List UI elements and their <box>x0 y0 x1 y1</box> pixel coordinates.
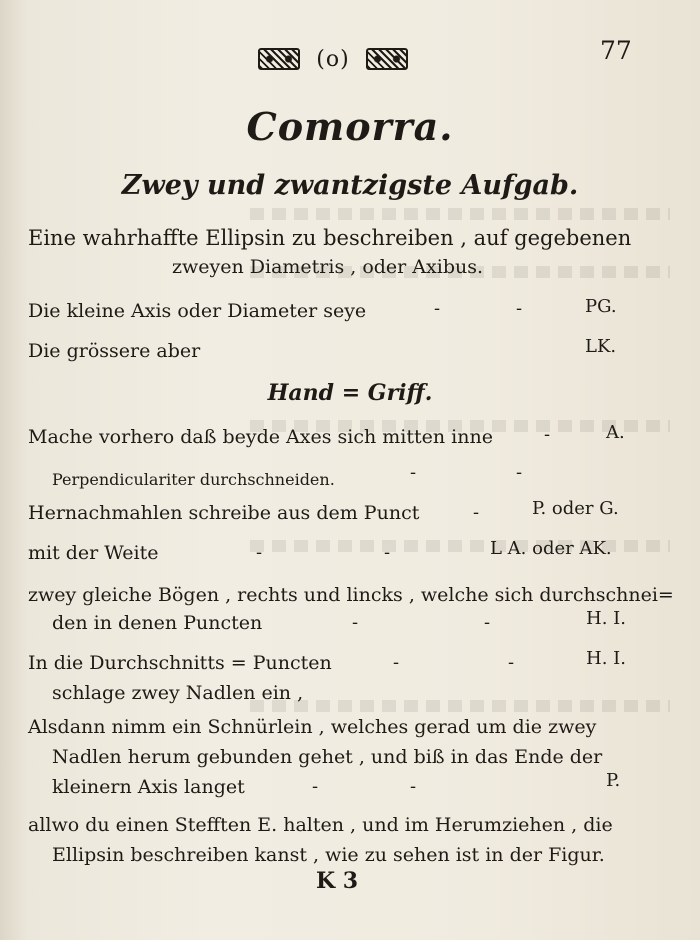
step-5-line-2: schlage zwey Nadlen ein , <box>52 682 304 704</box>
step-7-line-2: Ellipsin beschreiben kanst , wie zu sehen ist in der Figur. <box>52 844 605 866</box>
dash: - <box>516 298 523 319</box>
step-4-line-1: zwey gleiche Bögen , rechts und lincks , welche sich durchschnei= <box>28 584 674 606</box>
signature-mark: K 3 <box>316 868 359 894</box>
ref-label: H. I. <box>586 608 626 629</box>
ref-label: LK. <box>585 336 617 357</box>
ornament-left-icon <box>258 48 300 70</box>
given-major-axis: Die grössere aber <box>28 340 201 362</box>
dash: - <box>410 776 417 797</box>
ref-label: P. oder G. <box>532 498 619 519</box>
dash: - <box>393 652 400 673</box>
step-6-line-1: Alsdann nimm ein Schnürlein , welches gerad um die zwey <box>28 716 597 738</box>
ref-label: A. <box>606 422 625 443</box>
step-2-line-1: Hernachmahlen schreibe aus dem Punct <box>28 502 420 524</box>
ref-label: H. I. <box>586 648 626 669</box>
dash: - <box>312 776 319 797</box>
dash: - <box>410 462 417 483</box>
dash: - <box>384 542 391 563</box>
step-6-line-3: kleinern Axis langet <box>52 776 245 798</box>
bleed-through <box>250 700 670 712</box>
dash: - <box>473 502 480 523</box>
step-1-line-1: Mache vorhero daß beyde Axes sich mitten inne <box>28 426 493 448</box>
task-line-2: zweyen Diametris , oder Axibus. <box>172 256 484 278</box>
task-title: Zwey und zwantzigste Aufgab. <box>121 170 579 201</box>
step-7-line-1: allwo du einen Stefften E. halten , und im Herumziehen , die <box>28 814 613 836</box>
header-ornament <box>258 44 408 74</box>
dash: - <box>256 542 263 563</box>
dash: - <box>352 612 359 633</box>
given-minor-axis: Die kleine Axis oder Diameter seye <box>28 300 367 322</box>
dash: - <box>516 462 523 483</box>
step-1-line-2: Perpendiculariter durchschneiden. <box>52 470 335 489</box>
task-line-1: Eine wahrhaffte Ellipsin zu beschreiben , auf gegebenen <box>28 226 632 250</box>
ornament-right-icon <box>366 48 408 70</box>
dash: - <box>434 298 441 319</box>
step-5-line-1: In die Durchschnitts = Puncten <box>28 652 332 674</box>
ref-label: P. <box>606 770 621 791</box>
dash: - <box>544 424 551 445</box>
section-heading: Hand = Griff. <box>267 380 433 406</box>
chapter-title: Comorra. <box>246 104 454 149</box>
step-6-line-2: Nadlen herum gebunden gehet , und biß in das Ende der <box>52 746 603 768</box>
page-number: 77 <box>600 36 632 65</box>
step-3-line-1: mit der Weite <box>28 542 159 564</box>
dash: - <box>484 612 491 633</box>
ref-label: L A. oder AK. <box>490 538 612 559</box>
ref-label: PG. <box>585 296 617 317</box>
step-4-line-2: den in denen Puncten <box>52 612 263 634</box>
dash: - <box>508 652 515 673</box>
bleed-through <box>250 208 670 220</box>
ornament-center: (o) <box>316 46 350 72</box>
